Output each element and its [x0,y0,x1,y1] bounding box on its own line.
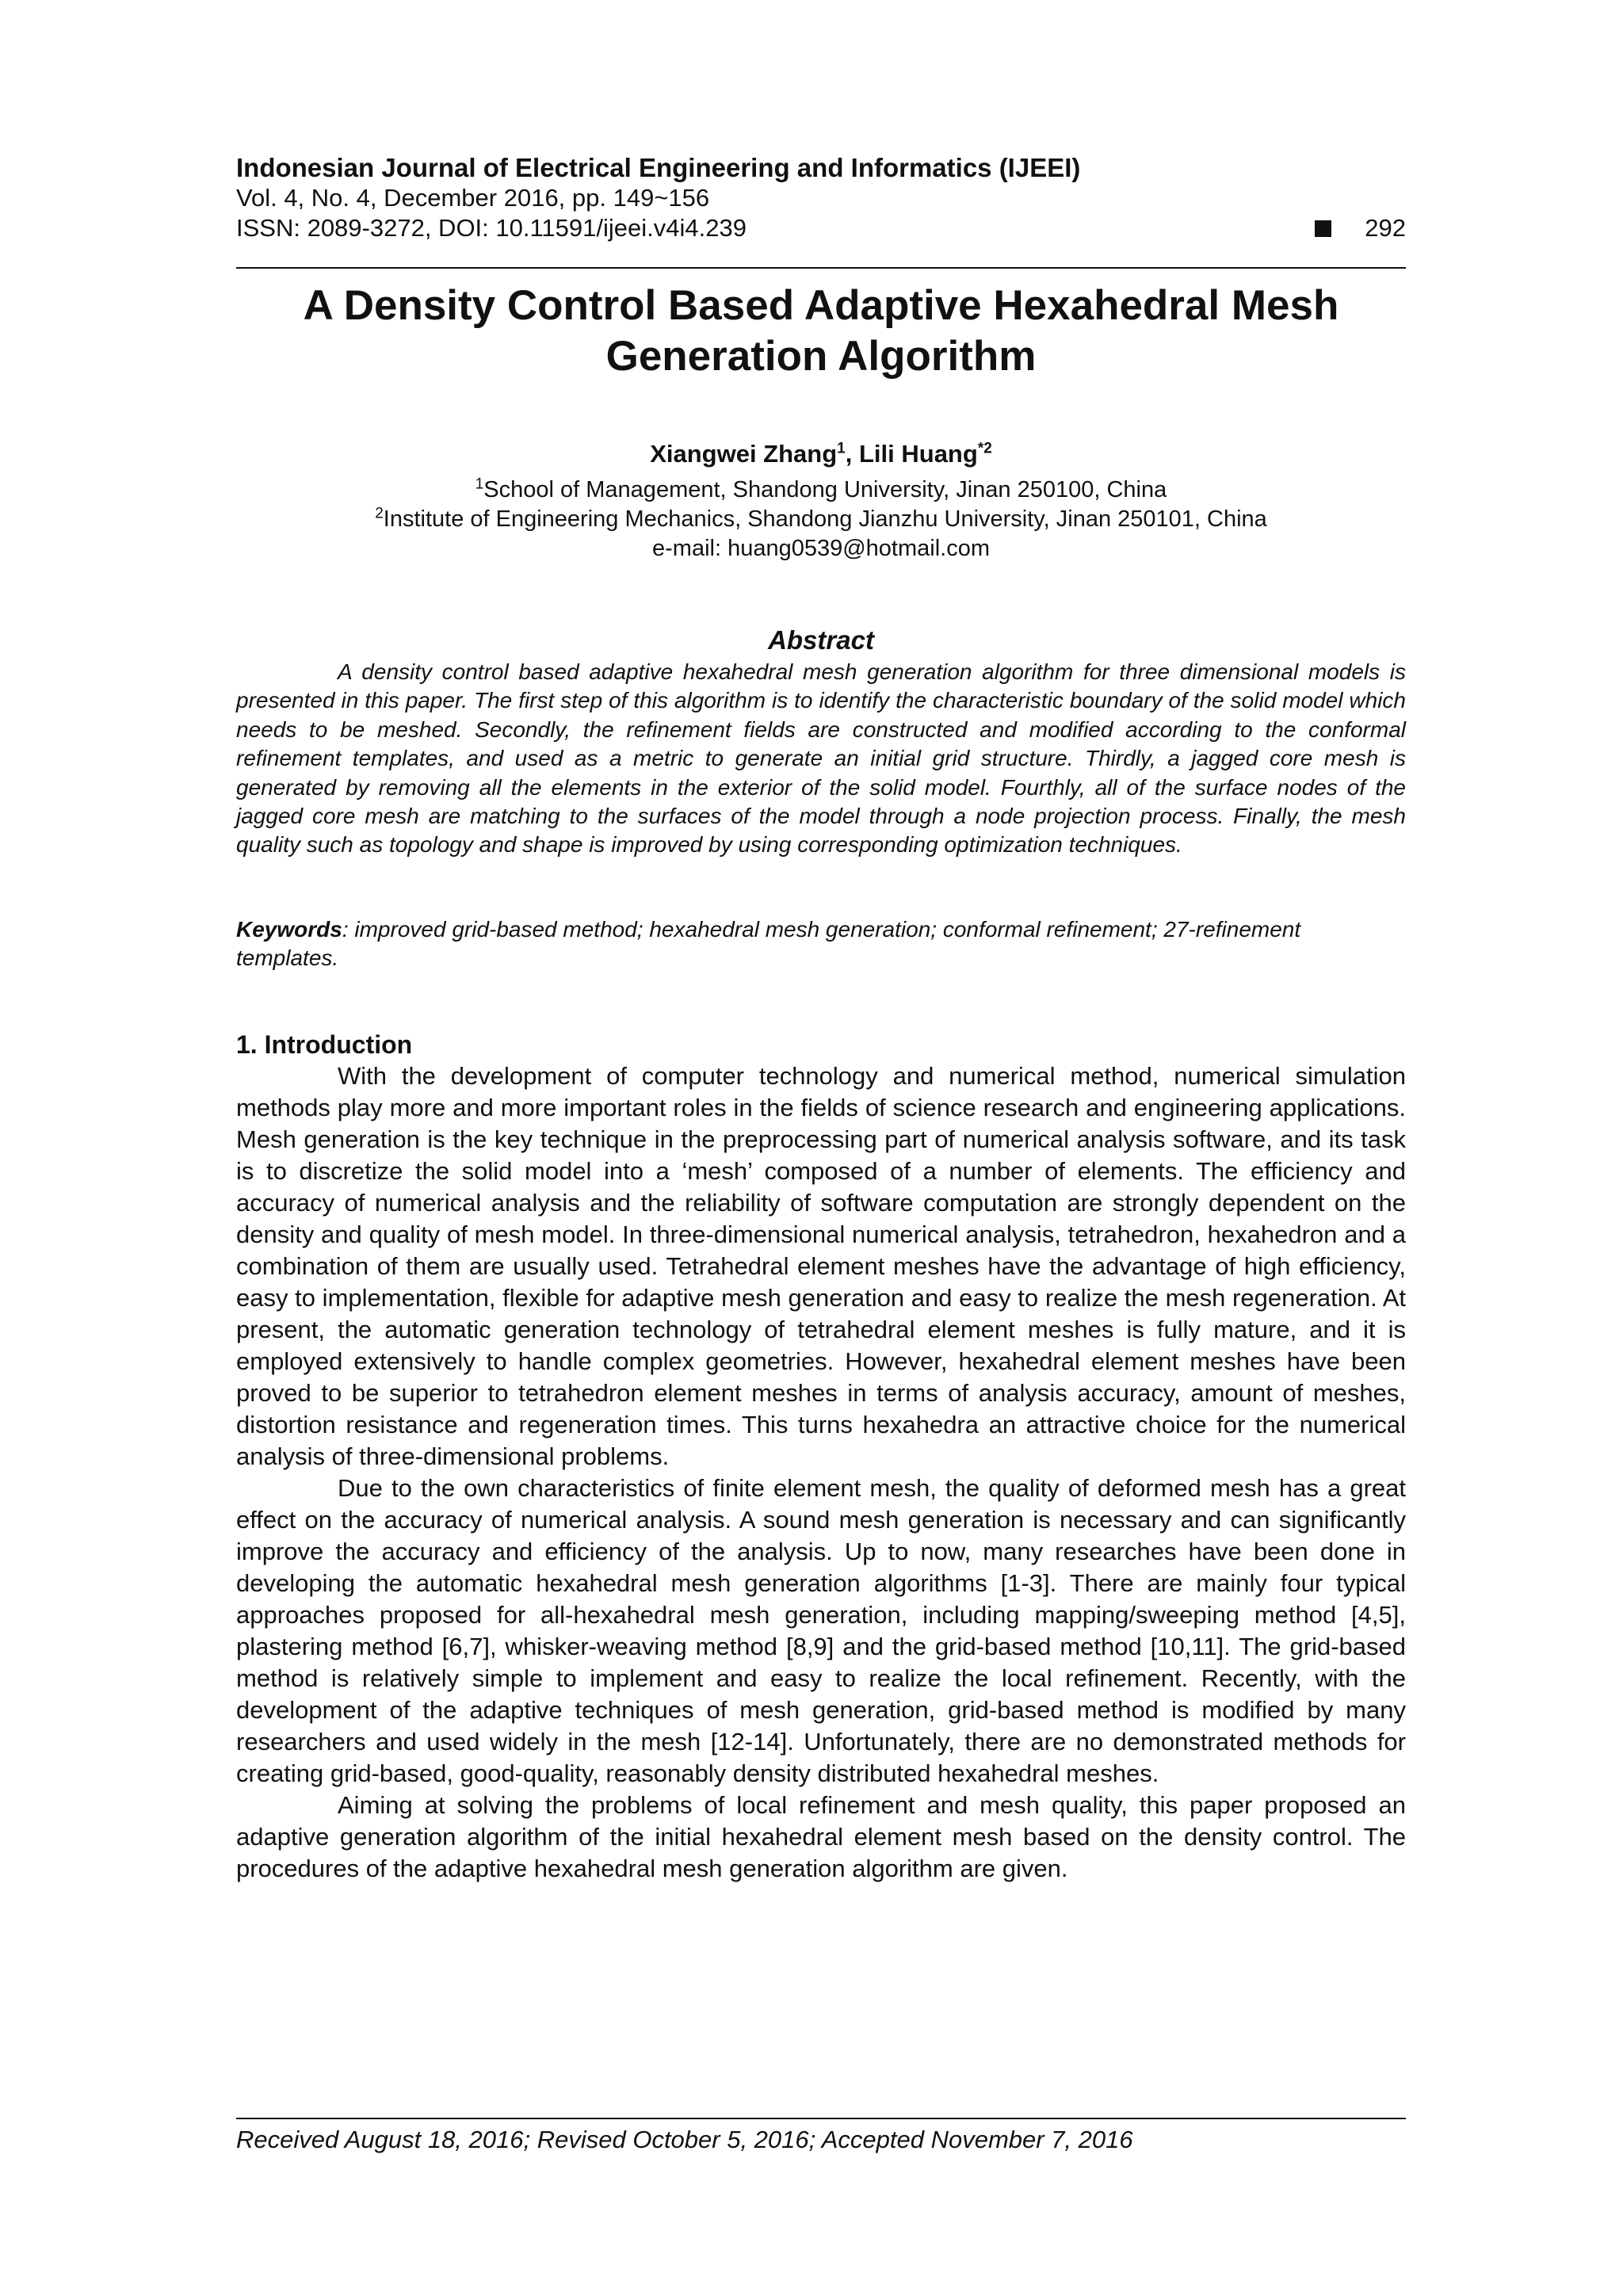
author-2-name: Lili Huang [858,440,978,468]
issn-line: ISSN: 2089-3272, DOI: 10.11591/ijeei.v4i4.239 [236,214,747,242]
author-2-mark: *2 [977,440,992,457]
affiliation-1 [236,476,1406,504]
author-1-mark: 1 [837,440,846,457]
affiliation-1-text: School of Management, Shandong University, Jinan 250100, China [483,477,1167,502]
author-separator: , [845,440,859,468]
affiliation-2-text: Institute of Engineering Mechanics, Shandong Jianzhu University, Jinan 250101, China [383,506,1267,532]
title-line-1: A Density Control Based Adaptive Hexahedral Mesh [303,282,1339,329]
square-bullet-icon [1315,220,1331,237]
volume-line: Vol. 4, No. 4, December 2016, pp. 149~156 [236,184,710,212]
keywords-label: Keywords [236,917,342,942]
issn-row [236,213,1406,243]
journal-header [236,153,1406,243]
section-heading-introduction: 1. Introduction [236,1030,413,1059]
paper-title [236,281,1406,382]
journal-name: Indonesian Journal of Electrical Engineering and Informatics (IJEEI) [236,153,1081,182]
author-email: e-mail: huang0539@hotmail.com [652,536,990,561]
page-number-box [1315,214,1406,243]
keywords [236,915,1406,972]
page-number: 292 [1365,214,1406,242]
introduction-paragraph: Aiming at solving the problems of local refinement and mesh quality, this paper proposed an adaptive generation algorithm of the initial hexahedral element mesh based on the density control. The procedures of the adaptive hexahedral mesh generation algorithm are given. [236,1791,1406,1882]
introduction-paragraph: Due to the own characteristics of finite element mesh, the quality of deformed mesh has a great effect on the accuracy of numerical analysis. A sound mesh generation is necessary and can significantly improve the accuracy and efficiency of the analysis. Up to now, many researches have been done in developing the automatic hexahedral mesh generation algorithms [1-3]. There are mainly four typical approaches proposed for all-hexahedral mesh generation, including mapping/sweeping method [4,5], plastering method [6,7], whisker-weaving method [8,9] and the grid-based method [10,11]. The grid-based method is relatively simple to implement and easy to realize the local refinement. Recently, with the development of the adaptive techniques of mesh generation, grid-based method is modified by many researchers and used widely in the mesh [12-14]. Unfortunately, there are no demonstrated methods for creating grid-based, good-quality, reasonably density distributed hexahedral meshes. [236,1474,1406,1787]
abstract-text: A density control based adaptive hexahedral mesh generation algorithm for three dimensional models is presented in this paper. The first step of this algorithm is to identify the characteristic boundary of the solid model which needs to be meshed. Secondly, the refinement fields are constructed and modified according to the conformal refinement templates, and used as a metric to generate an initial grid structure. Thirdly, a jagged core mesh is generated by removing all the elements in the exterior of the solid model. Fourthly, all of the surface nodes of the jagged core mesh are matching to the surfaces of the model through a node projection process. Finally, the mesh quality such as topology and shape is improved by using corresponding optimization techniques. [236,659,1406,858]
affiliation-2-mark: 2 [375,505,384,522]
abstract-heading: Abstract [768,625,874,655]
author-1-name: Xiangwei Zhang [650,440,838,468]
affiliation-2 [236,505,1406,533]
keywords-text: : improved grid-based method; hexahedral mesh generation; conformal refinement; 27-refinement templates. [236,917,1301,970]
author-list [236,438,1406,470]
received-dates: Received August 18, 2016; Revised October 5, 2016; Accepted November 7, 2016 [236,2126,1133,2153]
introduction-paragraph: With the development of computer technology and numerical method, numerical simulation methods play more and more important roles in the fields of science research and engineering applications. Mesh generation is the key technique in the preprocessing part of numerical analysis software, and its task is to discretize the solid model into a ‘mesh’ composed of a number of elements. The efficiency and accuracy of numerical analysis and the reliability of software computation are strongly dependent on the density and quality of mesh model. In three-dimensional numerical analysis, tetrahedron, hexahedron and a combination of them are usually used. Tetrahedral element meshes have the advantage of high efficiency, easy to implementation, flexible for adaptive mesh generation and easy to realize the mesh regeneration. At present, the automatic generation technology of tetrahedral element meshes is fully mature, and it is employed extensively to handle complex geometries. However, hexahedral element meshes have been proved to be superior to tetrahedron element meshes in terms of analysis accuracy, amount of meshes, distortion resistance and regeneration times. This turns hexahedra an attractive choice for the numerical analysis of three-dimensional problems. [236,1062,1406,1470]
header-divider [236,267,1406,269]
title-line-2: Generation Algorithm [605,333,1037,380]
introduction-body [236,1060,1406,1885]
affiliation-1-mark: 1 [475,476,484,493]
footer-divider [236,2118,1406,2119]
